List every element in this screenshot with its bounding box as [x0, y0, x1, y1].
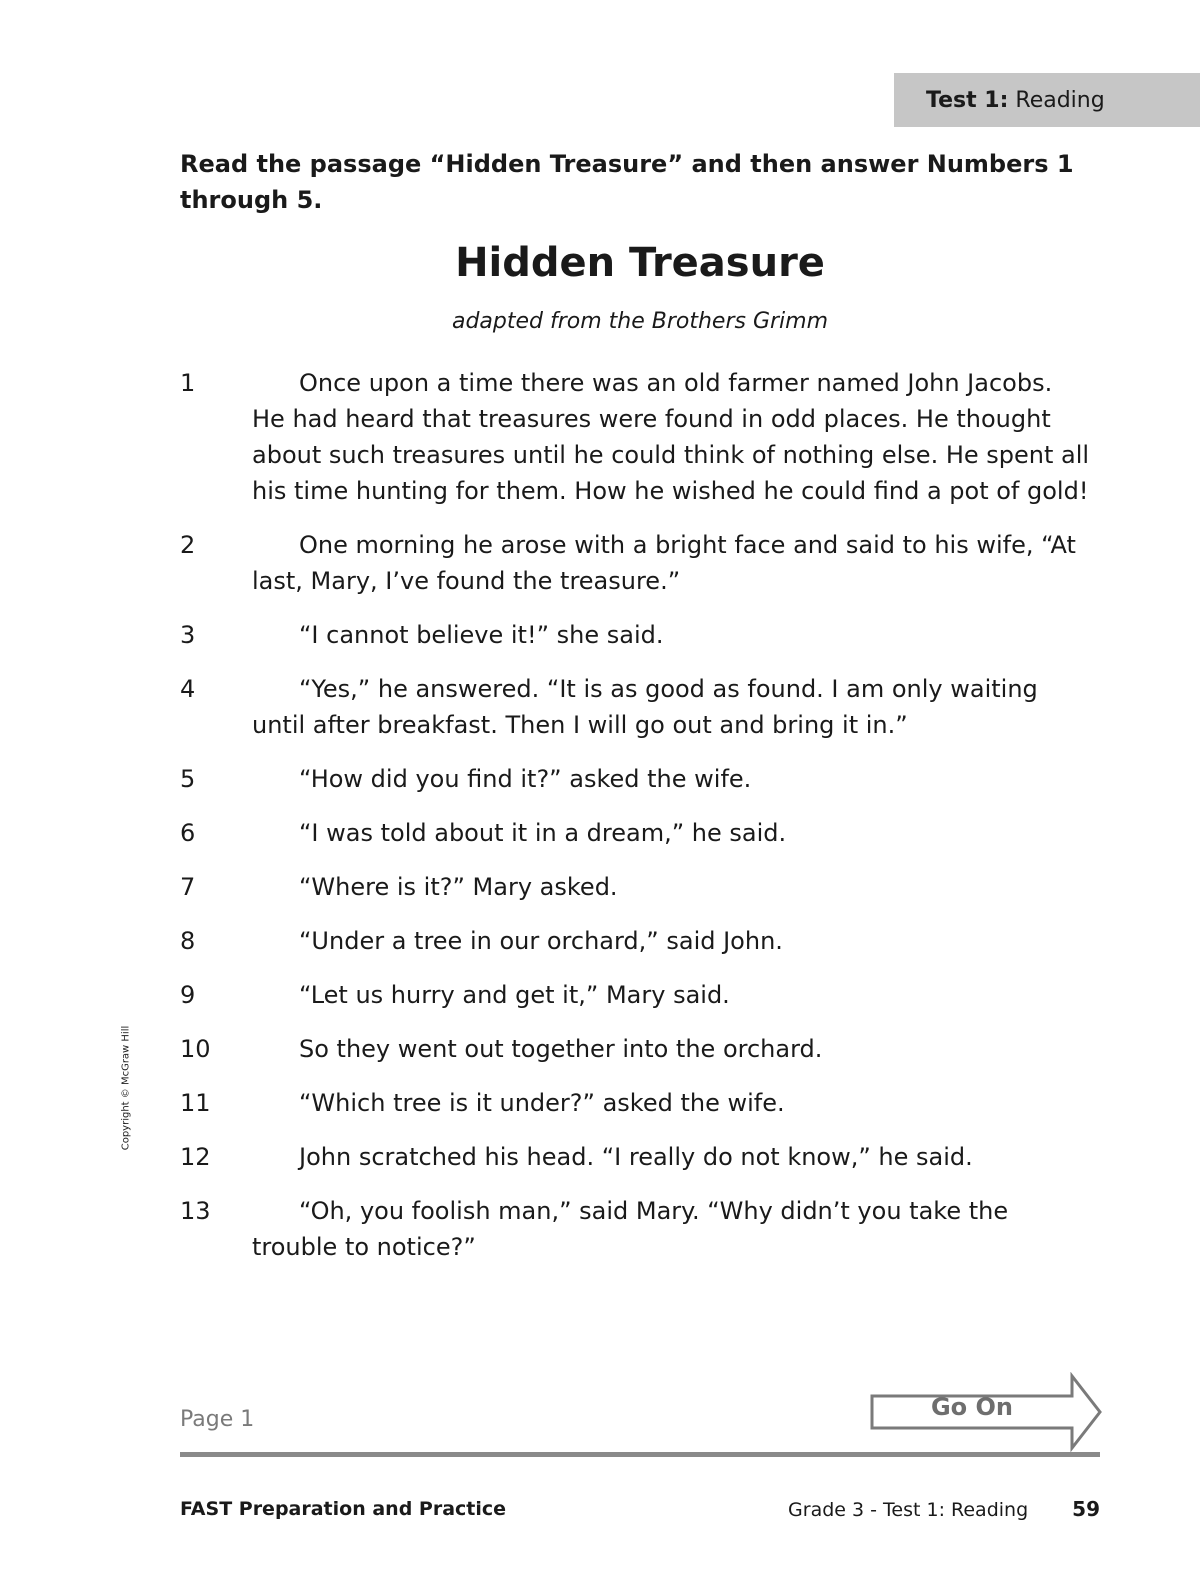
- paragraph: [180, 617, 1100, 653]
- paragraph-text: Once upon a time there was an old farmer named John Jacobs. He had heard that treasures were found in odd places. He thought about such treasures until he could think of nothing else. He spent all his time hunting for them. How he wished he could find a pot of gold!: [252, 369, 1090, 505]
- paragraph: [180, 923, 1100, 959]
- paragraph-number: 11: [180, 1089, 211, 1117]
- paragraph-number: 7: [180, 873, 196, 901]
- paragraph: [180, 869, 1100, 905]
- passage-title: Hidden Treasure: [455, 240, 825, 286]
- paragraph-text: “Oh, you foolish man,” said Mary. “Why didn’t you take the trouble to notice?”: [252, 1197, 1009, 1261]
- test-header-tab: [894, 73, 1200, 127]
- paragraph: [180, 1085, 1100, 1121]
- paragraph-text: “Yes,” he answered. “It is as good as found. I am only waiting until after breakfast. Then I will go out and bring it in.”: [252, 675, 1038, 739]
- page-label: Page 1: [180, 1407, 255, 1432]
- copyright-note: Copyright © McGraw Hill: [120, 1025, 132, 1151]
- paragraph: [180, 365, 1100, 509]
- paragraph-text: “I cannot believe it!” she said.: [299, 621, 664, 649]
- footer-info: [788, 1497, 1100, 1521]
- passage-subtitle: adapted from the Brothers Grimm: [451, 309, 829, 334]
- instructions: Read the passage “Hidden Treasure” and then answer Numbers 1 through 5.: [180, 150, 1074, 214]
- paragraph: [180, 1193, 1100, 1265]
- paragraph-text: John scratched his head. “I really do not know,” he said.: [299, 1143, 973, 1171]
- go-on-button-label[interactable]: Go On: [930, 1393, 1014, 1421]
- paragraph: [180, 761, 1100, 797]
- paragraph: [180, 527, 1100, 599]
- paragraph-number: 8: [180, 927, 196, 955]
- passage-body: [180, 365, 1100, 1283]
- paragraph-number: 1: [180, 369, 196, 397]
- paragraph-number: 2: [180, 531, 196, 559]
- paragraph-number: 13: [180, 1197, 211, 1225]
- footer-book-title: FAST Preparation and Practice: [180, 1498, 507, 1520]
- paragraph-number: 3: [180, 621, 196, 649]
- paragraph-number: 5: [180, 765, 196, 793]
- paragraph-text: So they went out together into the orchard.: [299, 1035, 823, 1063]
- footer-divider: [180, 1452, 1100, 1457]
- paragraph-number: 4: [180, 675, 196, 703]
- paragraph-number: 9: [180, 981, 196, 1009]
- paragraph-text: “Under a tree in our orchard,” said John.: [299, 927, 783, 955]
- paragraph: [180, 1139, 1100, 1175]
- paragraph-text: One morning he arose with a bright face and said to his wife, “At last, Mary, I’ve found the treasure.”: [252, 531, 1076, 595]
- test-label: Test 1:: [926, 87, 1009, 113]
- paragraph-number: 6: [180, 819, 196, 847]
- paragraph: [180, 815, 1100, 851]
- footer-page-number: 59: [1072, 1497, 1100, 1521]
- paragraph: [180, 1031, 1100, 1067]
- paragraph-text: “How did you find it?” asked the wife.: [299, 765, 752, 793]
- paragraph-number: 10: [180, 1035, 211, 1063]
- paragraph-text: “I was told about it in a dream,” he said.: [299, 819, 787, 847]
- footer-grade-test: Grade 3 - Test 1: Reading: [788, 1499, 1029, 1521]
- paragraph-text: “Which tree is it under?” asked the wife.: [299, 1089, 785, 1117]
- paragraph-number: 12: [180, 1143, 211, 1171]
- test-subject: Reading: [1015, 87, 1105, 113]
- paragraph-text: “Where is it?” Mary asked.: [299, 873, 618, 901]
- paragraph: [180, 671, 1100, 743]
- paragraph: [180, 977, 1100, 1013]
- paragraph-text: “Let us hurry and get it,” Mary said.: [299, 981, 730, 1009]
